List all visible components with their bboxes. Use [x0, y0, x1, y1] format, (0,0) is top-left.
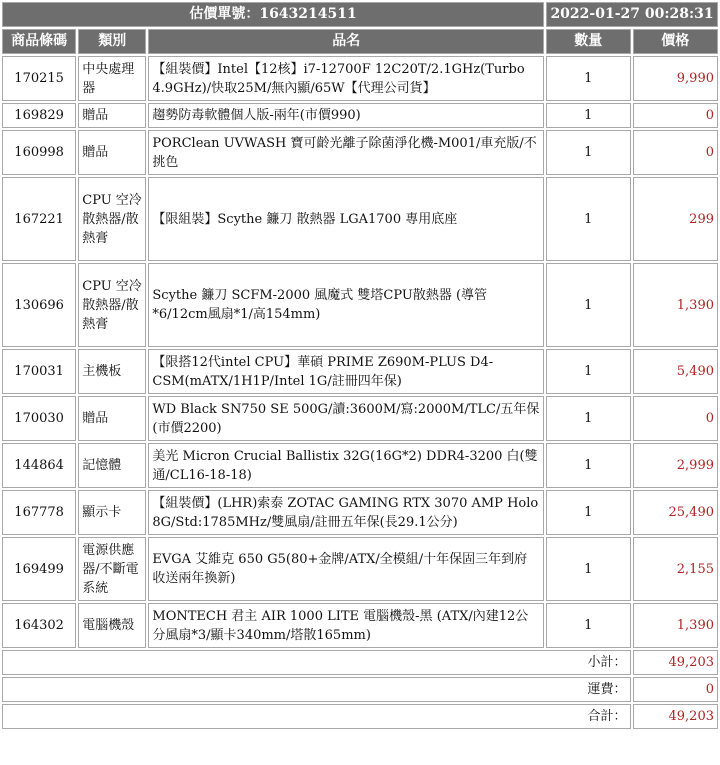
item-code: 130696 — [2, 263, 76, 347]
item-code: 167221 — [2, 177, 76, 261]
total-row — [2, 704, 718, 729]
subtotal-row — [2, 650, 718, 675]
item-category: 中央處理器 — [78, 56, 146, 101]
shipping-value: 0 — [633, 677, 718, 702]
item-price: 2,155 — [633, 537, 718, 601]
table-row — [2, 396, 718, 441]
col-header-qty: 數量 — [546, 29, 630, 54]
column-header-row — [2, 29, 718, 54]
table-row — [2, 490, 718, 535]
item-code: 160998 — [2, 130, 76, 175]
table-row — [2, 603, 718, 648]
col-header-name: 品名 — [148, 29, 544, 54]
item-name: 趨勢防毒軟體個人版-兩年(市價990) — [148, 103, 544, 128]
item-price: 25,490 — [633, 490, 718, 535]
item-name: 【限組裝】Scythe 鐮刀 散熱器 LGA1700 專用底座 — [148, 177, 544, 261]
item-qty: 1 — [546, 443, 630, 488]
item-price: 1,390 — [633, 603, 718, 648]
item-price: 0 — [633, 130, 718, 175]
item-code: 170215 — [2, 56, 76, 101]
item-qty: 1 — [546, 263, 630, 347]
item-qty: 1 — [546, 56, 630, 101]
item-code: 169499 — [2, 537, 76, 601]
item-category: 記憶體 — [78, 443, 146, 488]
item-name: 【組裝價】(LHR)索泰 ZOTAC GAMING RTX 3070 AMP Holo 8G/Std:1785MHz/雙風扇/註冊五年保(長29.1公分) — [148, 490, 544, 535]
table-row — [2, 443, 718, 488]
subtotal-value: 49,203 — [633, 650, 718, 675]
item-qty: 1 — [546, 537, 630, 601]
item-name: WD Black SN750 SE 500G/讀:3600M/寫:2000M/TLC/五年保(市價2200) — [148, 396, 544, 441]
quote-datetime: 2022-01-27 00:28:31 — [546, 2, 718, 27]
table-row — [2, 263, 718, 347]
total-label: 合計： — [2, 704, 631, 729]
table-row — [2, 130, 718, 175]
item-price: 0 — [633, 396, 718, 441]
item-code: 170031 — [2, 349, 76, 394]
item-name: PORClean UVWASH 寶可齡光離子除菌淨化機-M001/車充版/不挑色 — [148, 130, 544, 175]
item-price: 0 — [633, 103, 718, 128]
item-code: 167778 — [2, 490, 76, 535]
table-row — [2, 177, 718, 261]
item-code: 144864 — [2, 443, 76, 488]
item-code: 169829 — [2, 103, 76, 128]
item-category: 顯示卡 — [78, 490, 146, 535]
item-qty: 1 — [546, 349, 630, 394]
item-qty: 1 — [546, 396, 630, 441]
item-category: 主機板 — [78, 349, 146, 394]
item-category: 贈品 — [78, 130, 146, 175]
item-code: 164302 — [2, 603, 76, 648]
item-category: 贈品 — [78, 103, 146, 128]
item-price: 2,999 — [633, 443, 718, 488]
item-price: 299 — [633, 177, 718, 261]
item-price: 5,490 — [633, 349, 718, 394]
item-qty: 1 — [546, 177, 630, 261]
item-name: EVGA 艾維克 650 G5(80+金牌/ATX/全模組/十年保固三年到府收送兩年換新) — [148, 537, 544, 601]
item-category: 贈品 — [78, 396, 146, 441]
item-name: 【組裝價】Intel【12核】i7-12700F 12C20T/2.1GHz(Turbo 4.9GHz)/快取25M/無內顯/65W【代理公司貨】 — [148, 56, 544, 101]
table-row — [2, 349, 718, 394]
item-name: 美光 Micron Crucial Ballistix 32G(16G*2) DDR4-3200 白(雙通/CL16-18-18) — [148, 443, 544, 488]
table-row — [2, 56, 718, 101]
item-price: 1,390 — [633, 263, 718, 347]
table-row — [2, 537, 718, 601]
item-code: 170030 — [2, 396, 76, 441]
col-header-code: 商品條碼 — [2, 29, 76, 54]
col-header-price: 價格 — [633, 29, 718, 54]
shipping-label: 運費： — [2, 677, 631, 702]
item-category: CPU 空冷散熱器/散熱膏 — [78, 177, 146, 261]
subtotal-label: 小計： — [2, 650, 631, 675]
col-header-category: 類別 — [78, 29, 146, 54]
item-price: 9,990 — [633, 56, 718, 101]
item-category: 電腦機殼 — [78, 603, 146, 648]
item-category: CPU 空冷散熱器/散熱膏 — [78, 263, 146, 347]
table-row — [2, 103, 718, 128]
title-row — [2, 2, 718, 27]
item-qty: 1 — [546, 130, 630, 175]
quote-number: 估價單號：1643214511 — [2, 2, 544, 27]
item-category: 電源供應器/不斷電系統 — [78, 537, 146, 601]
item-qty: 1 — [546, 490, 630, 535]
shipping-row — [2, 677, 718, 702]
item-name: Scythe 鐮刀 SCFM-2000 風魔式 雙塔CPU散熱器 (導管*6/12cm風扇*1/高154mm) — [148, 263, 544, 347]
total-value: 49,203 — [633, 704, 718, 729]
item-name: 【限搭12代intel CPU】華碩 PRIME Z690M-PLUS D4-CSM(mATX/1H1P/Intel 1G/註冊四年保) — [148, 349, 544, 394]
item-qty: 1 — [546, 603, 630, 648]
item-qty: 1 — [546, 103, 630, 128]
item-name: MONTECH 君主 AIR 1000 LITE 電腦機殼-黑 (ATX/內建12公分風扇*3/顯卡340mm/塔散165mm) — [148, 603, 544, 648]
